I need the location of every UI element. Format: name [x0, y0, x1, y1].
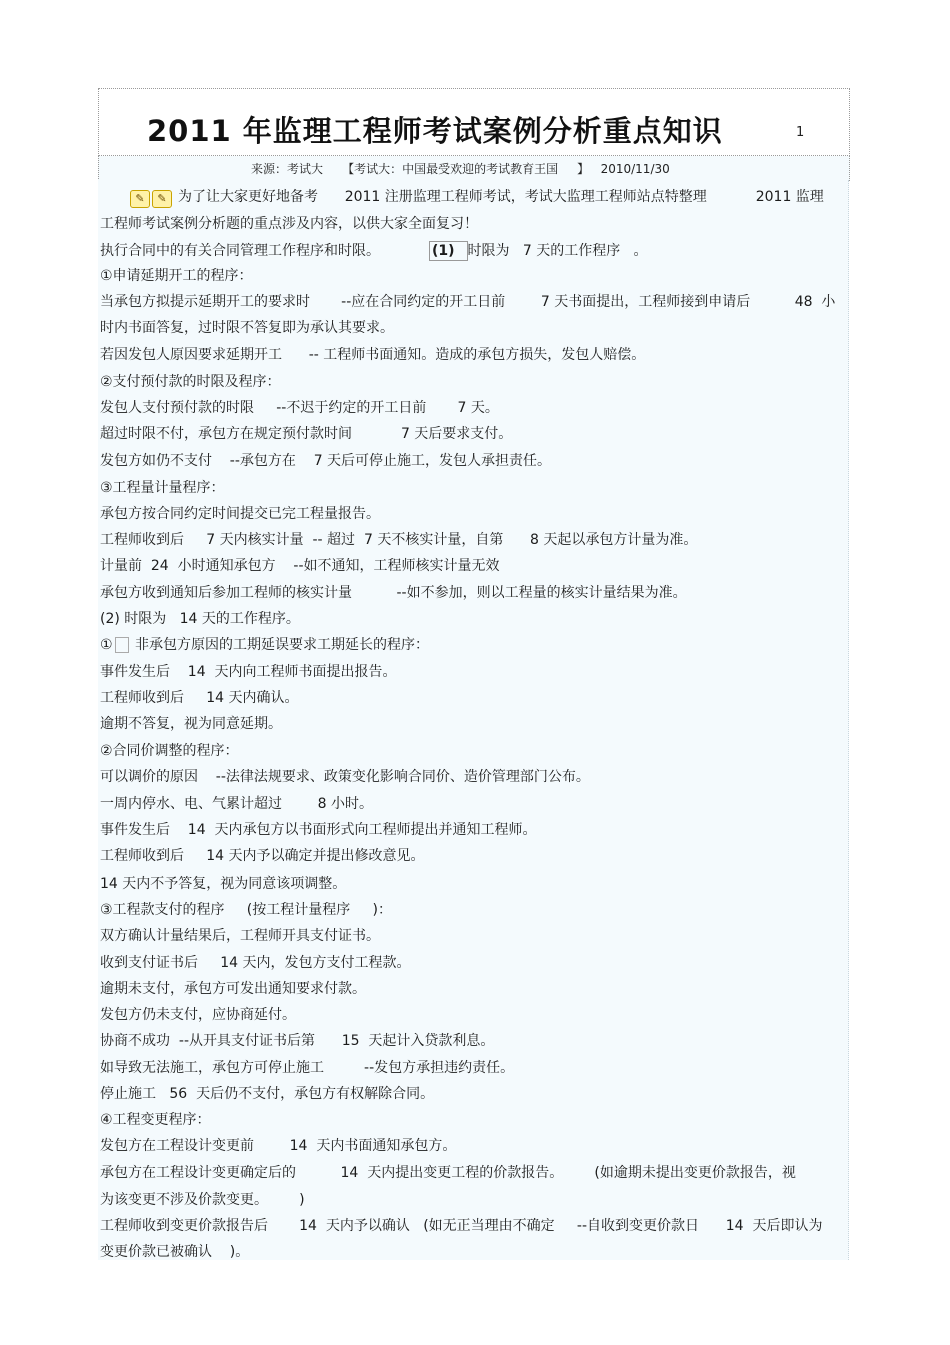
paragraph-line: 工程师收到后 7 天内核实计量 -- 超过 7 天不核实计量，自第 8 天起以承包方计量为准。 — [100, 532, 698, 548]
icon-group — [130, 187, 176, 205]
section-heading: ④工程变更程序： — [100, 1112, 211, 1128]
paragraph-line: 如导致无法施工，承包方可停止施工 --发包方承担违约责任。 — [100, 1060, 515, 1076]
paragraph-line: 一周内停水、电、气累计超过 8 小时。 — [100, 796, 373, 812]
paragraph-line: 工程师收到后 14 天内确认。 — [100, 690, 299, 706]
section-heading: ②合同价调整的程序： — [100, 743, 239, 759]
paragraph-line: 承包方按合同约定时间提交已完工程量报告。 — [100, 506, 380, 522]
paragraph-line: 当承包方拟提示延期开工的要求时 --应在合同约定的开工日前 7 天书面提出，工程师接到申请后 48 小 — [100, 294, 836, 310]
paragraph-line: 逾期不答复，视为同意延期。 — [100, 716, 282, 732]
paragraph-line: 计量前 24 小时通知承包方 --如不通知，工程师核实计量无效 — [100, 558, 500, 574]
paragraph-line: 双方确认计量结果后，工程师开具支付证书。 — [100, 928, 380, 944]
paragraph-line: 收到支付证书后 14 天内，发包方支付工程款。 — [100, 955, 411, 971]
title-box — [98, 88, 850, 156]
text-span: ① — [100, 637, 113, 653]
section-heading — [100, 636, 429, 654]
paragraph-line — [100, 241, 648, 261]
paragraph-line: 变更价款已被确认 )。 — [100, 1244, 250, 1260]
section-heading: ③工程量计量程序： — [100, 480, 225, 496]
source-line: 来源：考试大 【考试大：中国最受欢迎的考试教育王国 】 2010/11/30 — [251, 162, 670, 176]
paragraph-line: 逾期未支付，承包方可发出通知要求付款。 — [100, 981, 366, 997]
intro-line-2: 工程师考试案例分析题的重点涉及内容，以供大家全面复习！ — [100, 216, 478, 232]
paragraph-line: 停止施工 56 天后仍不支付，承包方有权解除合同。 — [100, 1086, 435, 1102]
section-heading: ③工程款支付的程序 (按工程计量程序 )： — [100, 902, 392, 918]
paragraph-line: 承包方在工程设计变更确定后的 14 天内提出变更工程的价款报告。 (如逾期未提出变更价款报告，视 — [100, 1165, 796, 1181]
paragraph-line: 发包方仍未支付，应协商延付。 — [100, 1007, 296, 1023]
text-span: 时限为 7 天的工作程序 。 — [467, 243, 648, 259]
pencil-icon: ✎ — [152, 190, 172, 208]
paragraph-line: 14 天内不予答复，视为同意该项调整。 — [100, 876, 347, 892]
paragraph-line: 发包人支付预付款的时限 --不迟于约定的开工日前 7 天。 — [100, 400, 499, 416]
intro-line-1: 为了让大家更好地备考 2011 注册监理工程师考试，考试大监理工程师站点特整理 2011 监理 — [178, 189, 824, 205]
paragraph-line: 发包方如仍不支付 --承包方在 7 天后可停止施工，发包人承担责任。 — [100, 453, 552, 469]
placeholder-box — [115, 637, 129, 653]
paragraph-line: 为该变更不涉及价款变更。 ) — [100, 1192, 305, 1208]
paragraph-line: 超过时限不付，承包方在规定预付款时间 7 天后要求支付。 — [100, 426, 513, 442]
paragraph-line: 若因发包人原因要求延期开工 -- 工程师书面通知。造成的承包方损失，发包人赔偿。 — [100, 347, 646, 363]
paragraph-line: 事件发生后 14 天内承包方以书面形式向工程师提出并通知工程师。 — [100, 822, 537, 838]
source-bar — [98, 156, 850, 181]
section-heading: (2) 时限为 14 天的工作程序。 — [100, 611, 300, 627]
text-span: 执行合同中的有关合同管理工作程序和时限。 — [100, 243, 380, 259]
page-number: 1 — [796, 125, 805, 140]
section-heading: ②支付预付款的时限及程序： — [100, 374, 281, 390]
paragraph-line: 事件发生后 14 天内向工程师书面提出报告。 — [100, 664, 397, 680]
pencil-icon: ✎ — [130, 190, 150, 208]
section-number: (1) — [429, 241, 468, 261]
paragraph-line: 发包方在工程设计变更前 14 天内书面通知承包方。 — [100, 1138, 457, 1154]
paragraph-line: 时内书面答复，过时限不答复即为承认其要求。 — [100, 320, 394, 336]
text-span: 非承包方原因的工期延误要求工期延长的程序： — [135, 637, 430, 653]
page-title: 2011 年监理工程师考试案例分析重点知识 — [147, 114, 723, 148]
paragraph-line: 工程师收到后 14 天内予以确定并提出修改意见。 — [100, 848, 425, 864]
section-heading: ①申请延期开工的程序： — [100, 268, 253, 284]
paragraph-line: 可以调价的原因 --法律法规要求、政策变化影响合同价、造价管理部门公布。 — [100, 769, 590, 785]
paragraph-line: 协商不成功 --从开具支付证书后第 15 天起计入贷款利息。 — [100, 1033, 495, 1049]
paragraph-line: 工程师收到变更价款报告后 14 天内予以确认 (如无正当理由不确定 --自收到变更价款日 14 天后即认为 — [100, 1218, 823, 1234]
paragraph-line: 承包方收到通知后参加工程师的核实计量 --如不参加，则以工程量的核实计量结果为准。 — [100, 585, 687, 601]
